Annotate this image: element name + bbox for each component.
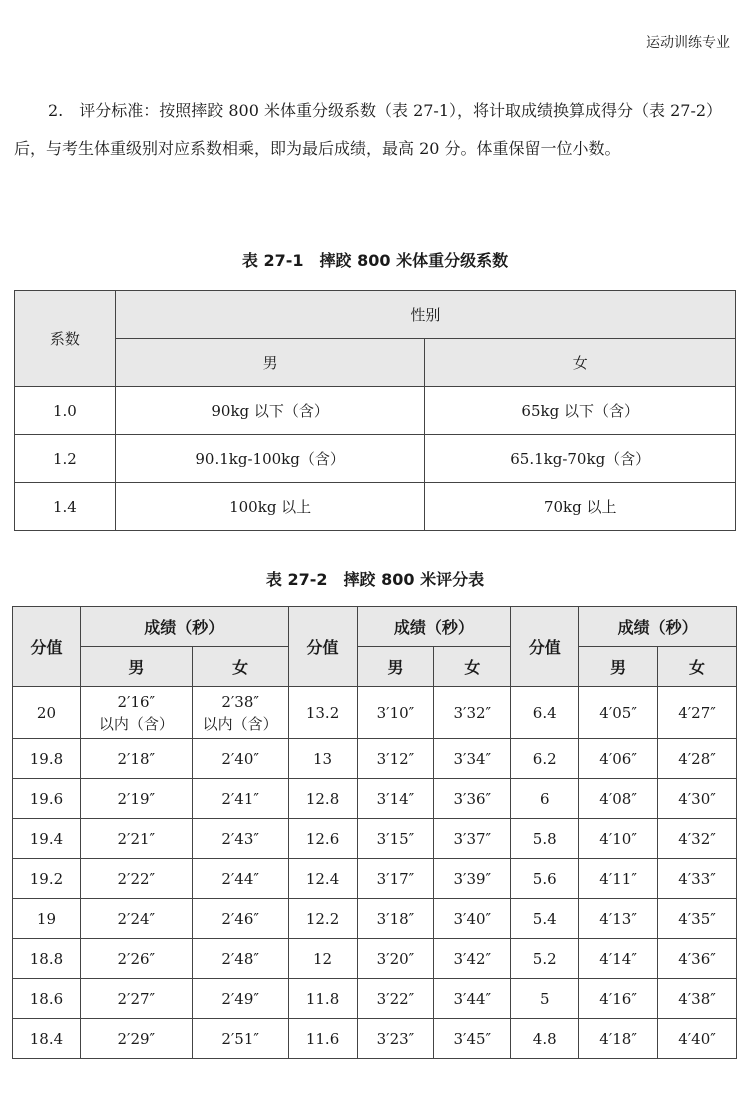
female-time-cell: 2′41″ [192,779,288,819]
table-row [15,483,736,531]
male-time-cell: 2′24″ [80,899,192,939]
male-time-cell: 2′16″ 以内（含） [80,687,192,739]
score-cell: 19.4 [13,819,81,859]
male-time-cell: 3′12″ [357,739,434,779]
male-time-cell: 4′11″ [579,859,658,899]
male-time-cell: 2′21″ [80,819,192,859]
coef-header: 系数 [15,291,116,387]
coef-cell: 1.4 [15,483,116,531]
female-time-cell: 2′44″ [192,859,288,899]
male-time-cell: 4′16″ [579,979,658,1019]
female-weight-cell: 70kg 以上 [425,483,736,531]
score-cell: 12.6 [288,819,357,859]
female-header: 女 [434,647,511,687]
score-cell: 5.6 [511,859,579,899]
male-time-cell: 4′10″ [579,819,658,859]
result-header: 成绩（秒） [80,607,288,647]
female-weight-cell: 65.1kg-70kg（含） [425,435,736,483]
male-header: 男 [80,647,192,687]
female-time-cell: 4′36″ [658,939,737,979]
score-header: 分值 [288,607,357,687]
table-row [13,819,737,859]
table-row [13,859,737,899]
male-header: 男 [357,647,434,687]
male-weight-cell: 90kg 以下（含） [115,387,425,435]
table-row [13,779,737,819]
female-time-cell: 3′36″ [434,779,511,819]
male-time-cell: 4′13″ [579,899,658,939]
male-time-cell: 3′20″ [357,939,434,979]
score-cell: 6.4 [511,687,579,739]
weight-coefficient-table [14,290,736,531]
result-header: 成绩（秒） [357,607,511,647]
score-header: 分值 [13,607,81,687]
female-time-cell: 2′38″ 以内（含） [192,687,288,739]
table-row [15,387,736,435]
female-time-cell: 3′40″ [434,899,511,939]
scoring-paragraph: 2. 评分标准：按照摔跤 800 米体重分级系数（表 27-1），将计取成绩换算成得分（表 27-2）后，与考生体重级别对应系数相乘，即为最后成绩，最高 20 分。体重保留一位小数。 [14,101,723,158]
male-time-cell: 2′18″ [80,739,192,779]
female-time-cell: 4′32″ [658,819,737,859]
female-time-cell: 2′40″ [192,739,288,779]
score-cell: 4.8 [511,1019,579,1059]
female-time-cell: 2′46″ [192,899,288,939]
female-header: 女 [658,647,737,687]
male-header: 男 [579,647,658,687]
female-time-cell: 2′51″ [192,1019,288,1059]
female-time-cell: 4′27″ [658,687,737,739]
score-cell: 13.2 [288,687,357,739]
male-weight-cell: 100kg 以上 [115,483,425,531]
male-time-cell: 4′08″ [579,779,658,819]
male-time-cell: 3′18″ [357,899,434,939]
male-time-cell: 2′19″ [80,779,192,819]
score-cell: 5 [511,979,579,1019]
female-time-cell: 3′37″ [434,819,511,859]
score-cell: 11.8 [288,979,357,1019]
score-table [12,606,737,1059]
score-cell: 20 [13,687,81,739]
score-cell: 12 [288,939,357,979]
score-cell: 5.8 [511,819,579,859]
male-time-cell: 3′14″ [357,779,434,819]
female-time-cell: 2′43″ [192,819,288,859]
score-cell: 19 [13,899,81,939]
score-header: 分值 [511,607,579,687]
female-time-cell: 2′49″ [192,979,288,1019]
female-time-cell: 3′44″ [434,979,511,1019]
male-time-cell: 2′29″ [80,1019,192,1059]
page-header-label: 运动训练专业 [646,35,730,51]
coef-cell: 1.0 [15,387,116,435]
female-weight-cell: 65kg 以下（含） [425,387,736,435]
score-cell: 12.4 [288,859,357,899]
male-time-cell: 4′14″ [579,939,658,979]
table-row [13,739,737,779]
table-row [13,687,737,739]
score-cell: 19.2 [13,859,81,899]
table-row [15,435,736,483]
table2-caption: 表 27-2 摔跤 800 米评分表 [265,570,485,589]
female-time-cell: 4′33″ [658,859,737,899]
male-time-cell: 4′18″ [579,1019,658,1059]
male-time-cell: 2′27″ [80,979,192,1019]
male-header: 男 [115,339,425,387]
male-weight-cell: 90.1kg-100kg（含） [115,435,425,483]
male-time-cell: 4′05″ [579,687,658,739]
gender-header: 性别 [115,291,735,339]
coef-cell: 1.2 [15,435,116,483]
male-time-cell: 3′22″ [357,979,434,1019]
score-cell: 18.4 [13,1019,81,1059]
score-cell: 5.4 [511,899,579,939]
female-header: 女 [425,339,736,387]
female-time-cell: 3′45″ [434,1019,511,1059]
score-cell: 18.8 [13,939,81,979]
male-time-cell: 2′22″ [80,859,192,899]
table1-caption: 表 27-1 摔跤 800 米体重分级系数 [241,251,509,270]
female-time-cell: 4′38″ [658,979,737,1019]
score-cell: 5.2 [511,939,579,979]
score-cell: 12.8 [288,779,357,819]
male-time-cell: 2′26″ [80,939,192,979]
score-cell: 19.6 [13,779,81,819]
score-cell: 6 [511,779,579,819]
score-table-body [13,687,737,1059]
male-time-cell: 4′06″ [579,739,658,779]
result-header: 成绩（秒） [579,607,737,647]
female-time-cell: 3′34″ [434,739,511,779]
female-time-cell: 2′48″ [192,939,288,979]
female-time-cell: 3′32″ [434,687,511,739]
table-row [13,979,737,1019]
score-cell: 19.8 [13,739,81,779]
female-time-cell: 4′40″ [658,1019,737,1059]
table-row [13,1019,737,1059]
female-time-cell: 3′42″ [434,939,511,979]
table-row [13,899,737,939]
score-cell: 6.2 [511,739,579,779]
female-header: 女 [192,647,288,687]
male-time-cell: 3′15″ [357,819,434,859]
score-cell: 13 [288,739,357,779]
score-cell: 11.6 [288,1019,357,1059]
score-cell: 18.6 [13,979,81,1019]
score-cell: 12.2 [288,899,357,939]
male-time-cell: 3′23″ [357,1019,434,1059]
female-time-cell: 4′30″ [658,779,737,819]
table-row [13,939,737,979]
female-time-cell: 4′28″ [658,739,737,779]
male-time-cell: 3′17″ [357,859,434,899]
female-time-cell: 3′39″ [434,859,511,899]
female-time-cell: 4′35″ [658,899,737,939]
male-time-cell: 3′10″ [357,687,434,739]
